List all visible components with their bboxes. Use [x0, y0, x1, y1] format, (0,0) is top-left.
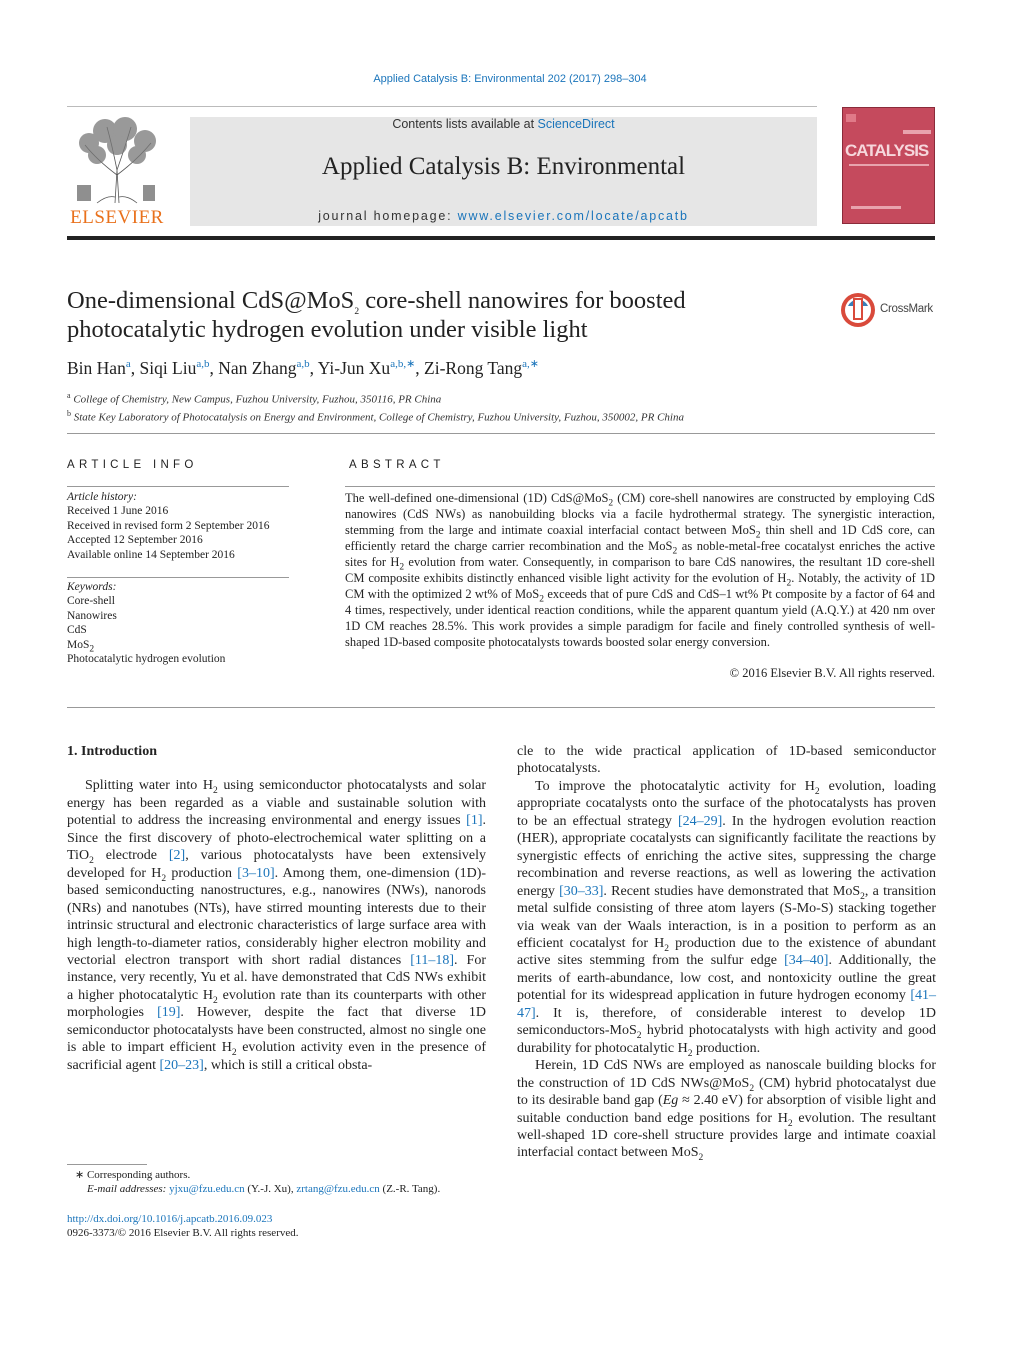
article-history: [67, 490, 269, 562]
email-note: E-mail addresses: yjxu@fzu.edu.cn (Y.-J. Xu), zrtang@fzu.edu.cn (Z.-R. Tang).: [87, 1183, 441, 1195]
abstract-bottom-rule: [67, 707, 935, 708]
keyword-item: Photocatalytic hydrogen evolution: [67, 653, 226, 666]
author-affil-mark[interactable]: a,b: [296, 358, 310, 370]
history-item: Received in revised form 2 September 2016: [67, 519, 270, 532]
author-affil-mark[interactable]: a: [125, 358, 131, 370]
email-link[interactable]: yjxu@fzu.edu.cn: [169, 1183, 245, 1195]
citation-link[interactable]: [2]: [168, 848, 186, 864]
keyword-item: Core-shell: [67, 595, 115, 608]
contents-prefix: Contents lists available at: [392, 117, 538, 131]
elsevier-wordmark: ELSEVIER: [70, 207, 164, 228]
citation-link[interactable]: [41–47]: [517, 988, 936, 1021]
keyword-text: MoS: [67, 638, 90, 651]
sciencedirect-link[interactable]: ScienceDirect: [537, 117, 615, 131]
history-item: Received 1 June 2016: [67, 505, 169, 518]
citation-link[interactable]: [24–29]: [677, 813, 723, 829]
title-part-1: One-dimensional CdS@MoS: [67, 287, 355, 314]
section-heading-introduction: 1. Introduction: [67, 744, 157, 759]
author-list: Bin Han$^a$, Siqi Liu$^{a,b}$, Nan Zhang$^{a,b}$, Yi-Jun $Xu^{a,b,∗}$, Zi-Rong Tang$^{a,∗}$: [67, 357, 540, 378]
info-rule-top: [67, 486, 289, 487]
citation-link[interactable]: [11–18]: [410, 952, 454, 968]
affiliation-rule: [67, 433, 935, 434]
keyword-item: CdS: [67, 624, 87, 637]
keyword-item: [67, 638, 225, 652]
intro-paragraph-continued: cle to the wide practical application of 1D-based semiconductor photocatalysts.: [517, 744, 936, 777]
author-name[interactable]: Nan Zhang: [218, 357, 297, 378]
keyword-item: Nanowires: [67, 609, 117, 622]
author-affil-mark[interactable]: a,b,∗: [390, 358, 416, 370]
intro-paragraph-2: To improve the photocatalytic activity for $H_2$ evolution, loading appropriate cocatalysts onto the surface of the photocatalysts has proven to be an effectual strategy [24–29]. In the hydrogen evolution reaction (HER), appropriate cocatalysts can significantly facilitate the reactions by synergistic effects of enriching the active sites, suppressing the charge recombination and reverse reactions, as well as lowering the activation energy [30–33]. Recent studies have demonstrated that MoS$_2$, a transition metal sulfide consisting of three atom layers (S-Mo-S) stacking together via weak van der Waals interaction, is in a position to perform as an efficient cocatalyst for $H_2$ production due to the existence of abundant active sites stemming from the sulfur edge [34–40]. Additionally, the merits of earth-abundance, low cost, and nontoxicity outline the great potential for its widespread application in future hydrogen economy [41–47]. It is, therefore, of considerable interest to develop 1D semiconductors-MoS$_2$ hybrid photocatalysts with high activity and good durability for photocatalytic $H_2$ production.: [517, 778, 936, 1059]
author-name[interactable]: Zi-Rong Tang: [424, 357, 523, 378]
affiliation-a: [67, 389, 684, 407]
citation-link[interactable]: [1]: [466, 813, 483, 829]
history-item: Available online 14 September 2016: [67, 548, 235, 561]
contents-line: [190, 117, 817, 131]
citation-link[interactable]: [3–10]: [237, 865, 275, 881]
body-column-right: [517, 743, 936, 1162]
footnotes: [67, 1168, 440, 1196]
abstract-copyright: © 2016 Elsevier B.V. All rights reserved.: [729, 666, 935, 680]
author-affil-mark[interactable]: a,∗: [522, 358, 540, 370]
corresponding-note: ∗ Corresponding authors.: [75, 1169, 191, 1181]
citation-link[interactable]: [20–23]: [159, 1057, 204, 1073]
homepage-line: [190, 209, 817, 223]
affiliation-mark: b: [67, 409, 71, 419]
title-subscript: 2: [354, 306, 360, 317]
abstract-text: The well-defined one-dimensional (1D) CdS@MoS$_2$ (CM) core-shell nanowires are constructed by employing CdS nanowires (CdS NWs) as nanobuilding blocks via a facile hydrothermal strategy. The synergistic interaction, stemming from the large and intimate coaxial interfacial contact between MoS$_2$ thin shell and 1D CdS core, can efficiently retard the charge carrier recombination and the MoS$_2$ as noble-metal-free cocatalyst enriches the active sites for $H_2$ evolution from water. Consequently, in comparison to bare CdS nanowires, the resultant 1D core-shell CM composite exhibits distinctly enhanced visible light activity for the evolution of $H_2$. Notably, the activity of 1D CM with the optimized 2 wt% of MoS$_2$ exceeds that of pure CdS and CdS–1 wt% Pt composite by a factor of 64 and 4 times, respectively, under identical reaction conditions, while the apparent quantum yield (A.Q.Y.) at 420 nm over 1D CM reaches 28.5%. This work provides a simple paradigm for facile and finely controlled synthesis of well-shaped 1D-based composite photocatalysts towards boosted solar energy conversion.: [345, 491, 936, 649]
top-rule: [67, 106, 817, 107]
abstract-heading: ABSTRACT: [349, 459, 445, 471]
intro-paragraph-1: Splitting water into $H_2$ using semiconductor photocatalysts and solar energy has been regarded as a viable and sustainable solution with potential to address the increasing environmental and energy issues [1]. Since the first discovery of photo-electrochemical water splitting on a TiO$_2$ electrode [2], various photocatalysts have been extensively developed for $H_2$ production [3–10]. Among them, one-dimension (1D)-based semiconducting nanostructures, e.g., nanowires (NWs), nanorods (NRs) and nanotubes (NTs), have stirred mounting interests due to their intrinsic structural and electronic characteristics of large surface area with high length-to-diameter ratios, considerably higher electron mobility and vectorial electron transport with short radial distances [11–18]. For instance, very recently, Yu et al. have demonstrated that CdS NWs exhibit a higher photocatalytic $H_2$ evolution rate than its counterparts with other morphologies [19]. However, despite the fact that diverse 1D semiconductor photocatalysts have been constructed, almost no single one is able to impart efficient $H_2$ evolution activity even in the presence of sacrificial agent [20–23], which is still a critical obsta-: [67, 778, 487, 1073]
affiliation-text: College of Chemistry, New Campus, Fuzhou University, Fuzhou, 350116, PR China: [73, 393, 442, 406]
affiliations: [67, 389, 684, 425]
doi-link[interactable]: http://dx.doi.org/10.1016/j.apcatb.2016.09.023: [67, 1213, 273, 1225]
info-rule-middle: [67, 577, 289, 578]
journal-title: Applied Catalysis B: Environmental: [321, 153, 686, 180]
citation-link[interactable]: [34–40]: [784, 953, 829, 969]
author-affil-mark[interactable]: a,b: [196, 358, 210, 370]
journal-reference-link[interactable]: Applied Catalysis B: Environmental 202 (2017) 298–304: [373, 73, 647, 85]
footnote-rule: [67, 1164, 147, 1165]
issn-line: 0926-3373/© 2016 Elsevier B.V. All rights reserved.: [67, 1227, 299, 1239]
doi-block: [67, 1212, 299, 1240]
history-label: Article history:: [67, 491, 137, 503]
journal-cover-thumbnail[interactable]: [842, 107, 935, 224]
keywords-block: [67, 580, 225, 666]
email-link[interactable]: zrtang@fzu.edu.cn: [296, 1183, 380, 1195]
homepage-prefix: journal homepage:: [318, 209, 458, 223]
journal-masthead: [190, 117, 817, 226]
intro-paragraph-3: Herein, 1D CdS NWs are employed as nanoscale building blocks for the construction of 1D CdS NWs@MoS$_2$ (CM) hybrid photocatalyst due to its desirable band gap (Eg ≈ 2.40 eV) for absorption of visible light and suitable conduction band edge positions for $H_2$ evolution. The resultant well-shaped 1D core-shell structure provides large and intimate coaxial interfacial contact between MoS$_2$: [517, 1058, 937, 1164]
cover-word: CATALYSIS: [845, 141, 929, 160]
citation-link[interactable]: [19]: [157, 1005, 181, 1021]
author-name[interactable]: Bin Han: [67, 357, 126, 378]
author-name[interactable]: Yi-Jun Xu: [317, 357, 391, 378]
header-thick-rule: [67, 236, 935, 240]
citation-link[interactable]: [30–33]: [559, 883, 604, 899]
article-info-heading: ARTICLE INFO: [67, 459, 198, 471]
crossmark-label[interactable]: CrossMark: [880, 303, 933, 315]
affiliation-text: State Key Laboratory of Photocatalysis on Energy and Environment, College of Chemistry, Fuzhou University, Fuzhou, 350002, PR China: [73, 411, 684, 424]
keyword-subscript: 2: [89, 643, 95, 654]
affiliation-mark: a: [67, 391, 71, 400]
author-name[interactable]: Siqi Liu: [139, 357, 197, 378]
title-part-2: core-shell nanowires for boosted photocatalytic hydrogen evolution under visible light: [67, 287, 686, 343]
homepage-link[interactable]: www.elsevier.com/locate/apcatb: [457, 209, 689, 223]
body-column-left: [67, 743, 486, 1074]
article-title: [67, 286, 827, 344]
affiliation-b: [67, 407, 684, 425]
keywords-label: Keywords:: [67, 581, 117, 593]
history-item: Accepted 12 September 2016: [67, 534, 203, 547]
abstract-rule-top: [345, 486, 935, 487]
